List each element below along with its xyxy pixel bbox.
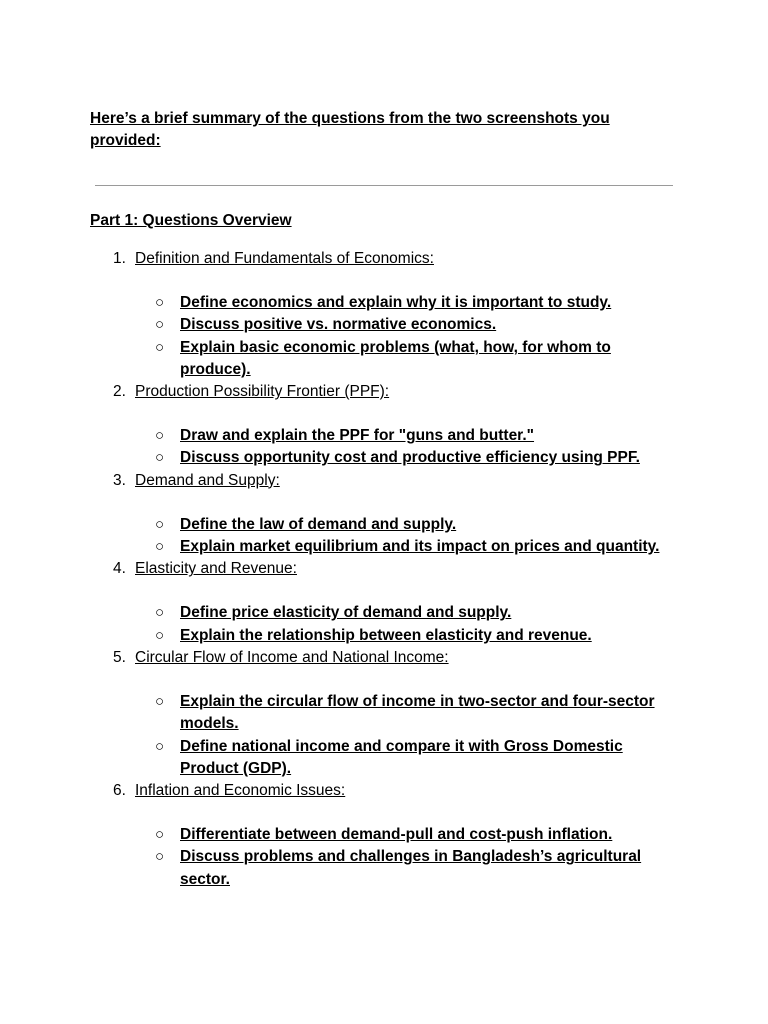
sub-list — [135, 425, 680, 470]
sub-item — [135, 337, 680, 382]
topic-title: Demand and Supply: — [135, 471, 280, 489]
topic-item — [90, 248, 680, 381]
sub-item-text: Discuss problems and challenges in Bangladesh’s agricultural sector. — [180, 848, 642, 888]
hollow-circle-bullet-icon: ○ — [155, 316, 165, 334]
sub-item — [135, 536, 680, 558]
topic-number: 6. — [113, 782, 126, 800]
hollow-circle-bullet-icon: ○ — [155, 848, 165, 866]
topic-item — [90, 381, 680, 470]
topic-title: Elasticity and Revenue: — [135, 560, 297, 578]
hollow-circle-bullet-icon: ○ — [155, 338, 165, 356]
sub-item-text: Explain the relationship between elasticity and revenue. — [180, 626, 592, 644]
topic-heading — [113, 647, 680, 669]
topic-heading — [113, 558, 680, 580]
sub-item — [135, 846, 680, 891]
sub-item-text: Define economics and explain why it is important to study. — [180, 294, 612, 311]
topic-number: 5. — [113, 648, 126, 666]
sub-item-text: Define price elasticity of demand and supply. — [180, 604, 512, 622]
sub-item-text: Explain market equilibrium and its impact on prices and quantity. — [180, 538, 660, 556]
sub-item-text: Define the law of demand and supply. — [180, 515, 457, 533]
hollow-circle-bullet-icon: ○ — [155, 737, 165, 755]
sub-item — [135, 824, 680, 846]
hollow-circle-bullet-icon: ○ — [155, 515, 165, 533]
sub-list — [135, 292, 680, 381]
sub-item-text: Draw and explain the PPF for "guns and butter." — [180, 427, 535, 445]
topic-heading — [113, 381, 680, 403]
topic-title: Inflation and Economic Issues: — [135, 782, 346, 800]
sub-item — [135, 602, 680, 624]
sub-item-text: Explain basic economic problems (what, how, for whom to produce). — [180, 338, 611, 378]
hollow-circle-bullet-icon: ○ — [155, 294, 165, 311]
topic-item — [90, 780, 680, 891]
topic-title: Circular Flow of Income and National Income: — [135, 648, 449, 666]
sub-item — [135, 691, 680, 736]
sub-list — [135, 602, 680, 647]
sub-item-text: Define national income and compare it with Gross Domestic Product (GDP). — [180, 737, 623, 777]
hollow-circle-bullet-icon: ○ — [155, 692, 165, 710]
part-title: Part 1: Questions Overview — [90, 212, 292, 229]
sub-item — [135, 514, 680, 536]
topic-item — [90, 647, 680, 780]
sub-item-text: Discuss positive vs. normative economics. — [180, 316, 497, 334]
sub-item — [135, 447, 680, 469]
hollow-circle-bullet-icon: ○ — [155, 449, 165, 467]
sub-item-text: Explain the circular flow of income in two-sector and four-sector models. — [180, 692, 655, 733]
hollow-circle-bullet-icon: ○ — [155, 604, 165, 622]
sub-item — [135, 292, 680, 314]
sub-item-text: Differentiate between demand-pull and cost-push inflation. — [180, 826, 613, 844]
intro-text: Here’s a brief summary of the questions from the two screenshots you provided: — [90, 110, 610, 149]
hollow-circle-bullet-icon: ○ — [155, 427, 165, 445]
topic-number: 1. — [113, 250, 126, 267]
hollow-circle-bullet-icon: ○ — [155, 538, 165, 556]
sub-list — [135, 824, 680, 891]
sub-item — [135, 314, 680, 336]
topic-item — [90, 558, 680, 647]
sub-list — [135, 514, 680, 559]
hollow-circle-bullet-icon: ○ — [155, 626, 165, 644]
topic-number: 4. — [113, 560, 126, 578]
sub-list — [135, 691, 680, 780]
topic-number: 2. — [113, 383, 126, 401]
horizontal-divider — [95, 185, 673, 186]
topic-item — [90, 470, 680, 559]
topic-title: Production Possibility Frontier (PPF): — [135, 383, 390, 401]
topic-heading — [113, 780, 680, 802]
hollow-circle-bullet-icon: ○ — [155, 826, 165, 844]
topic-title: Definition and Fundamentals of Economics: — [135, 250, 434, 267]
sub-item — [135, 425, 680, 447]
topic-heading — [113, 470, 680, 492]
sub-item — [135, 625, 680, 647]
sub-item — [135, 736, 680, 781]
sub-item-text: Discuss opportunity cost and productive efficiency using PPF. — [180, 449, 640, 467]
topic-heading — [113, 248, 680, 270]
topic-list — [90, 248, 680, 891]
topic-number: 3. — [113, 471, 126, 489]
